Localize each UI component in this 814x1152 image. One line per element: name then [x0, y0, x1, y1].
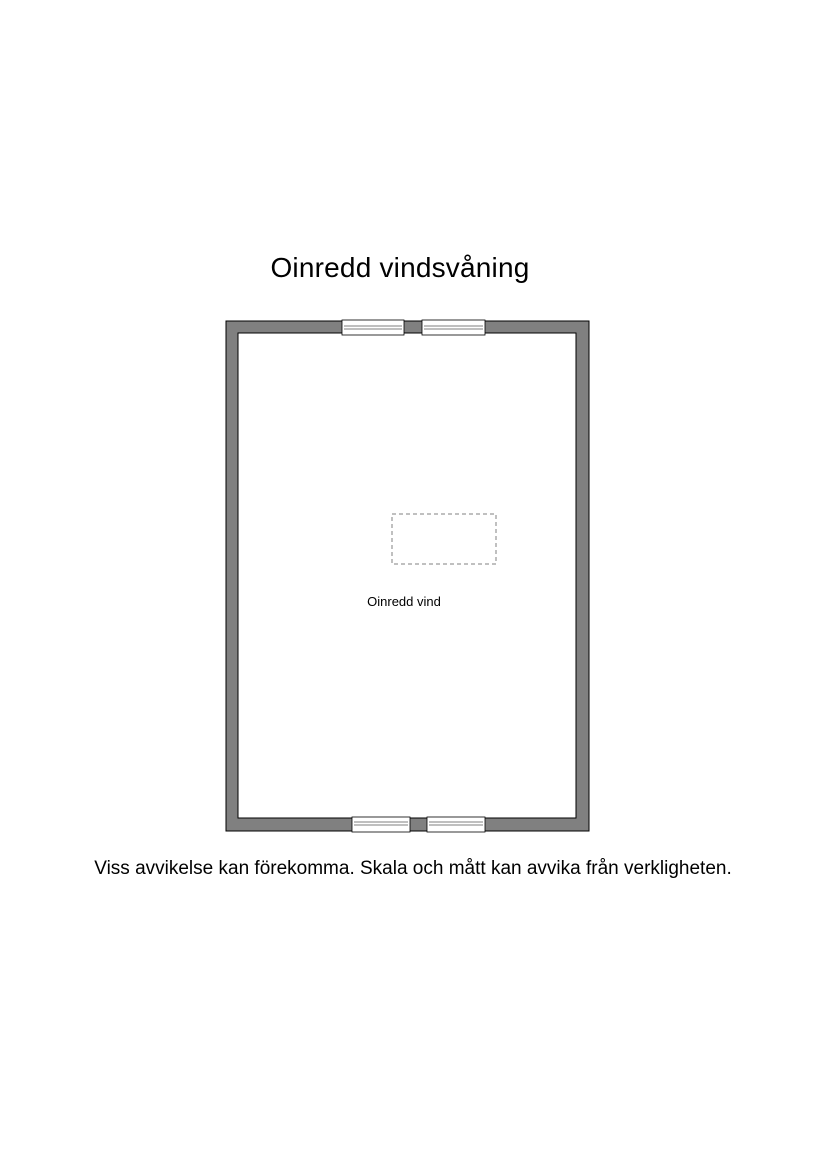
- roof-hatch-outline: [392, 514, 496, 564]
- window-top-left: [342, 320, 404, 335]
- room-label: Oinredd vind: [367, 594, 441, 609]
- disclaimer-text: Viss avvikelse kan förekomma. Skala och mått kan avvika från verkligheten.: [94, 858, 732, 879]
- exterior-wall: [226, 321, 589, 831]
- plan-title: Oinredd vindsvåning: [270, 252, 530, 283]
- window-bottom-right: [427, 817, 485, 832]
- window-bottom-left: [352, 817, 410, 832]
- window-top-right: [422, 320, 485, 335]
